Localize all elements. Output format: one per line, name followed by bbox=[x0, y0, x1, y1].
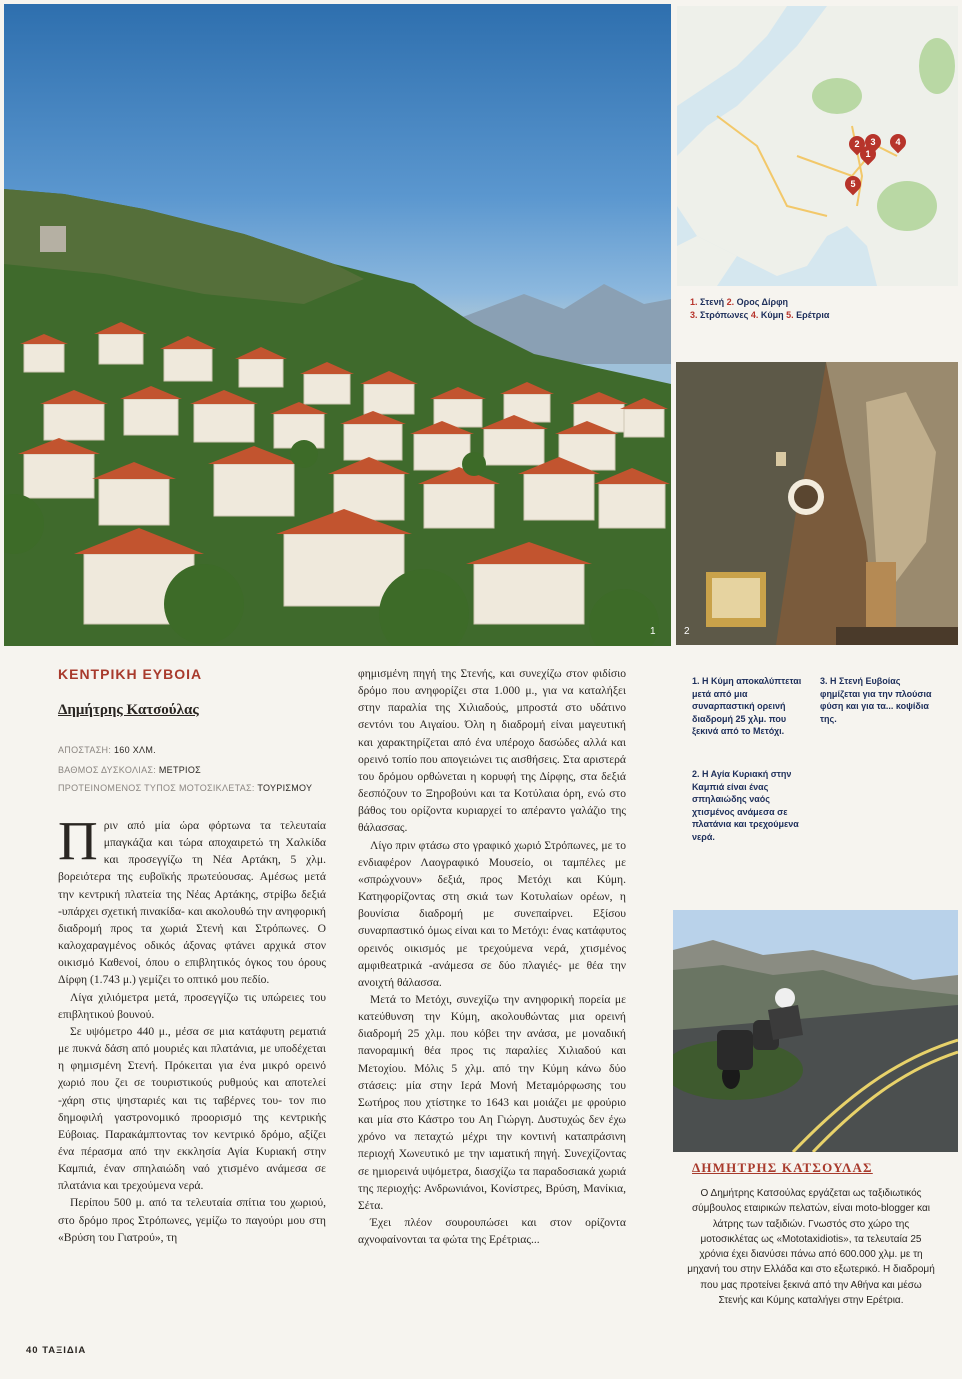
legend-num: 3. bbox=[690, 310, 698, 320]
legend-place: Στενή bbox=[700, 297, 725, 307]
caption-2: 2. Η Αγία Κυριακή στην Καμπιά είναι ένας σπηλαιώδης ναός χτισμένος ανάμεσα σε πλατάνια και τρεχούμενα νερά. bbox=[692, 769, 799, 842]
map-pin-label: 4 bbox=[895, 137, 901, 147]
map-pin-label: 1 bbox=[865, 149, 871, 159]
meta-label: ΒΑΘΜΟΣ ΔΥΣΚΟΛΙΑΣ: bbox=[58, 765, 157, 775]
map-pin-label: 3 bbox=[870, 137, 876, 147]
paragraph: Λίγα χιλιόμετρα μετά, προσεγγίζω τις υπώρειες του επιβλητικού βουνού. bbox=[58, 990, 326, 1021]
rider-photo bbox=[673, 910, 958, 1152]
map-pin-label: 5 bbox=[850, 179, 856, 189]
village-landscape-illustration bbox=[4, 4, 671, 646]
paragraph: Μετά το Μετόχι, συνεχίζω την ανηφορική πορεία με κατεύθυνση την Κύμη, ακολουθώντας μια ορεινή διαδρομή 25 χλμ. που κόβει την ανάσα, με μοναδική πανοραμική θέα προς τις παραλίες Χιλιαδού και Μετοχίου. Μόλις 5 χλμ. από την Κύμη κάνω δύο στάσεις: μία στην Ιερά Μονή Μεταμόρφωσης του Σωτήρος που χτίστηκε το 1643 και μοιάζει με φρούριο και μία στο Κάστρο του Αη Γιώργη. Δυστυχώς δεν έχω χρόνο να πεταχτώ μέχρι την κοντινή καταπράσινη περιοχή Χωνευτικό με την ιαματική πηγή. Συνεχίζοντας σε ημιορεινά υψόμετρα, διασχίζω τα παραδοσιακά χωριά της περιοχής: Ανδρωνιάνοι, Κονίστρες, Βρύση, Μανίκια, Σέτα. bbox=[358, 992, 626, 1212]
paragraph: Λίγο πριν φτάσω στο γραφικό χωριό Στρόπωνες, με το ενδιαφέρον Λαογραφικό Μουσείο, οι ταμπέλες με «σπρώχνουν» δεξιά, προς Μετόχι και Κύμη. Κατηφορίζοντας στη σκιά των Κοτυλαίων ορέων, η βουνίσια διαδρομή με συνεπαίρνει. Εξίσου συναρπαστικό όμως είναι και το Μετόχι: ένας κατάφυτος ορεινός οικισμός με τρεχούμενα νερά, χτισμένος αμφιθεατρικά -ανάμεσα σε δύο πλαγιές- με θέα την ανοιχτή θάλασσα. bbox=[358, 838, 626, 989]
page-footer: 40 ΤΑΞΙΔΙΑ bbox=[26, 1345, 87, 1356]
meta-value: 160 ΧΛΜ. bbox=[113, 745, 156, 755]
paragraph: Έχει πλέον σουρουπώσει και στον ορίζοντα αχνοφαίνονται τα φώτα της Ερέτριας... bbox=[358, 1216, 626, 1247]
paragraph: Περίπου 500 μ. από τα τελευταία σπίτια του χωριού, στο δρόμο προς Στρόπωνες, γεμίζω το παγούρι μου στη «Βρύση του Γιατρού», τη bbox=[58, 1196, 326, 1244]
map-pin-3 bbox=[862, 131, 885, 154]
legend-place: Ορος Δίρφη bbox=[736, 297, 789, 307]
church-photo-agia-kyriaki bbox=[676, 362, 958, 645]
paragraph bbox=[58, 810, 326, 989]
article-column-2 bbox=[358, 665, 626, 1248]
meta-bike-type bbox=[58, 783, 312, 793]
meta-difficulty bbox=[58, 765, 201, 775]
legend-place: Στρόπωνες bbox=[700, 310, 749, 320]
paragraph: Σε υψόμετρο 440 μ., μέσα σε μια κατάφυτη ρεματιά με πυκνά δάση από μουριές και πλατάνια, με υποδέχεται η φημισμένη Στενή. Πρόκειται για ένα μικρό ορεινό χωριό που ζει σε τουριστικούς ρυθμούς και αποτελεί -χάρη στις ψησταριές και τις ταβέρνες του- τον πιο δημοφιλή γαστρονομικό προορισμό της κεντρικής Εύβοιας. Παρακάμπτοντας τον κεντρικό δρόμο, αξίζει ένα πέρασμα από την εκκλησία Αγία Κυριακή στην Καμπιά, έναν σπηλαιώδη ναό χτισμένο ανάμεσα σε πλατάνια και τρεχούμενα νερά. bbox=[58, 1024, 326, 1193]
paragraph-text: ριν από μία ώρα φόρτωνα τα τελευταία μπαγκάζια και τώρα αποχαιρετώ τη Χαλκίδα και προσεγγίζω τη Νέα Αρτάκη, 5 χλμ. βορειότερα της ευβοϊκής πρωτεύουσας. Αμέσως μετά την κεντρική πλατεία της Νέας Αρτάκης, στρίβω δεξιά -υπάρχει σχετική πινακίδα- και ακολουθώ την ανηφορική διαδρομή προς τα χωριά Στενή και Στρόπωνες. Ο καλοχαραγμένος οδικός άξονας φτάνει αρχικά στον οικισμό Καθενοί, όπου ο επιβλητικός όγκος του όρους Δίρφη (1.743 μ.) γεμίζει το οπτικό μου πεδίο. bbox=[58, 819, 326, 987]
map-pin-4 bbox=[887, 131, 910, 154]
legend-place: Κύμη bbox=[760, 310, 784, 320]
photo-badge-1: 1 bbox=[650, 626, 656, 637]
paragraph: φημισμένη πηγή της Στενής, και συνεχίζω στον φιδίσιο δρόμο που ανηφορίζει στα 1.000 μ., για να καταλήξει στην παραλία της Χιλιαδούς, μπροστά στο υδάτινο σεντόνι του Αιγαίου. Όλη η διαδρομή είναι μαγευτική και χαρακτηρίζεται από ένα υπέροχο δασώδες αλλά και ορεινό τοπίο που απογειώνει τις αισθήσεις. Στα αριστερά του δρόμου ορθώνεται η κορυφή της Δίρφης, στα δεξιά δεσπόζουν το Ξηροβούνι και τα Κοτύλαια όρη, ενώ στο βάθος του ορίζοντα κυριαρχεί το απέραντο γαλάζιο της θάλασσας. bbox=[358, 667, 626, 835]
legend-num: 5. bbox=[786, 310, 794, 320]
route-map bbox=[677, 6, 958, 286]
map-pin-5 bbox=[842, 173, 865, 196]
meta-label: ΑΠΟΣΤΑΣΗ: bbox=[58, 745, 112, 755]
map-legend-line-2 bbox=[690, 309, 950, 322]
map-legend-line-1 bbox=[690, 296, 950, 309]
legend-num: 4. bbox=[750, 310, 759, 320]
author-name: Δημήτρης Κατσούλας bbox=[58, 702, 199, 718]
legend-place: Ερέτρια bbox=[796, 310, 830, 320]
bio-title: ΔΗΜΗΤΡΗΣ ΚΑΤΣΟΥΛΑΣ bbox=[692, 1160, 873, 1175]
bio-text: Ο Δημήτρης Κατσούλας εργάζεται ως ταξιδιωτικός σύμβουλος εταιρικών πελατών, είναι moto-blogger και λάτρης των ταξιδιών. Γνωστός στο χώρο της μοτοσικλέτας ως «Mototaxidiotis», τα τελευταία 25 χρόνια έχει διανύσει πάνω από 600.000 χλμ. με τη μηχανή του στην Ελλάδα και στο εξωτερικό. Η διαδρομή που μας προτείνει ξεκινά από την Αθήνα και μέσω Στενής και Κύμης καταλήγει στην Ερέτρια. bbox=[687, 1188, 935, 1307]
hero-photo-steni-village bbox=[4, 4, 671, 646]
cave-church-illustration bbox=[676, 362, 958, 645]
photo-badge-2: 2 bbox=[684, 626, 690, 637]
legend-num: 2. bbox=[726, 297, 735, 307]
meta-distance bbox=[58, 745, 156, 755]
meta-label: ΠΡΟΤΕΙΝΟΜΕΝΟΣ ΤΥΠΟΣ ΜΟΤΟΣΙΚΛΕΤΑΣ: bbox=[58, 783, 255, 793]
caption-1: 1. Η Κύμη αποκαλύπτεται μετά από μια συναρπαστική ορεινή διαδρομή 25 χλμ. που ξεκινά από το Μετόχι. bbox=[692, 676, 802, 736]
section-label: ΚΕΝΤΡΙΚΗ ΕΥΒΟΙΑ bbox=[58, 666, 203, 682]
map-legend bbox=[690, 296, 950, 322]
map-pin-label: 2 bbox=[854, 139, 860, 149]
meta-value: ΜΕΤΡΙΟΣ bbox=[158, 765, 202, 775]
drop-cap: Π bbox=[58, 810, 98, 871]
caption-3: 3. Η Στενή Ευβοίας φημίζεται για την πλούσια φύση και για τα... κοψίδια της. bbox=[820, 676, 932, 724]
legend-num: 1. bbox=[690, 297, 698, 307]
motorcycle-rider-illustration bbox=[673, 910, 958, 1152]
article-column-1 bbox=[58, 810, 326, 1246]
meta-value: ΤΟΥΡΙΣΜΟΥ bbox=[257, 783, 313, 793]
map-landmass bbox=[677, 6, 958, 286]
